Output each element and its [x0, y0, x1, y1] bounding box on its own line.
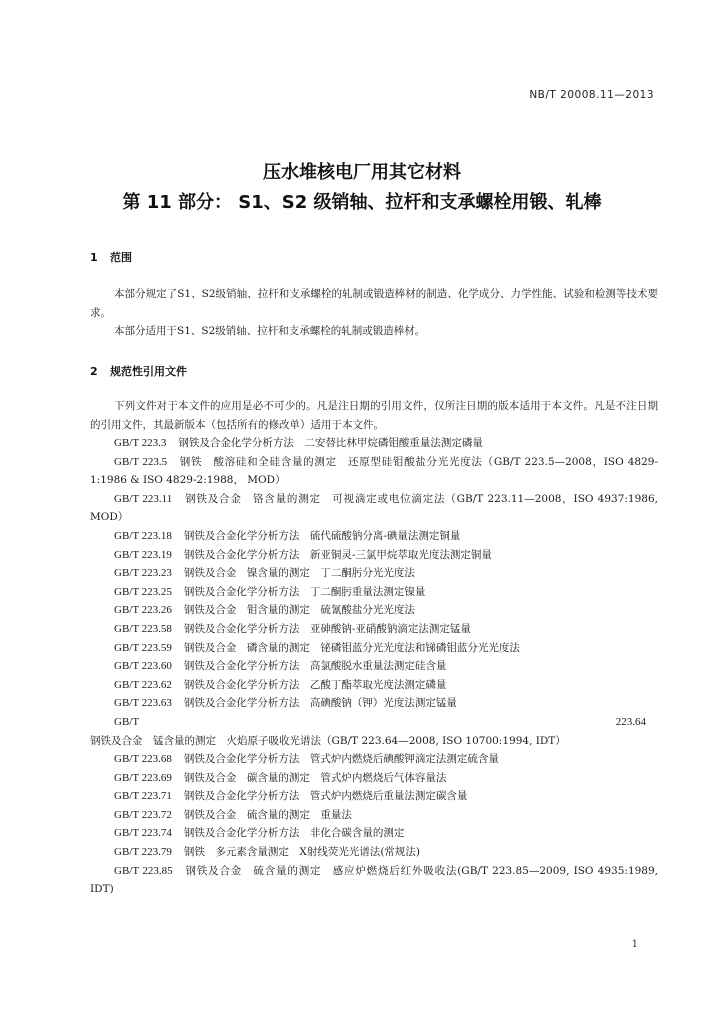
reference-item	[90, 564, 658, 583]
reference-title: 钢铁及合金 硫含量的测定 重量法	[183, 808, 352, 821]
section-2-intro	[90, 397, 658, 434]
reference-code: GB/T 223.5	[114, 455, 168, 468]
reference-title: 钢铁及合金 钼含量的测定 硫氰酸盐分光光度法	[183, 604, 415, 617]
reference-item	[90, 862, 658, 899]
document-code: NB/T 20008.11—2013	[529, 89, 654, 101]
reference-item	[90, 787, 658, 806]
reference-code: GB/T 223.58	[114, 622, 172, 635]
reference-code: GB/T 223.18	[114, 529, 172, 542]
reference-title: 钢铁及合金 铬含量的测定 可视滴定或电位滴定法（GB/T 223.11—2008，ISO 4937:1986, MOD）	[90, 492, 658, 524]
reference-code: GB/T 223.71	[114, 790, 172, 803]
reference-title: 钢铁及合金化学分析方法 亚砷酸钠-亚硝酸钠滴定法测定锰量	[183, 622, 471, 635]
scope-paragraph-1: 本部分规定了S1、S2级销轴、拉杆和支承螺栓的轧制或锻造棒材的制造、化学成分、力学性能、试验和检测等技术要求。	[90, 288, 658, 319]
section-1-title: 范围	[110, 251, 132, 264]
page-number: 1	[631, 939, 638, 950]
title-line-1: 压水堆核电厂用其它材料	[263, 162, 461, 183]
reference-item	[90, 824, 658, 843]
reference-item	[90, 620, 658, 639]
reference-item	[90, 806, 658, 825]
reference-code: GB/T 223.19	[114, 548, 172, 561]
reference-item	[90, 657, 658, 676]
reference-item	[90, 546, 658, 565]
reference-code: GB/T 223.69	[114, 771, 172, 784]
reference-code: GB/T 223.3	[114, 437, 167, 449]
reference-title: 钢铁及合金化学分析方法 丁二酮肟重量法测定镍量	[183, 585, 426, 598]
reference-item	[90, 453, 658, 490]
reference-code: GB/T 223.60	[114, 660, 172, 673]
reference-title: 钢铁及合金化学分析方法 高碘酸钠（钾）光度法测定锰量	[183, 697, 457, 710]
reference-title: 钢铁及合金化学分析方法 乙酸丁酯萃取光度法测定磷量	[183, 678, 447, 691]
reference-code: GB/T 223.64	[114, 715, 646, 728]
section-2-title: 规范性引用文件	[110, 365, 187, 378]
reference-title: 钢铁 酸溶硅和全硅含量的测定 还原型硅钼酸盐分光光度法（GB/T 223.5—2008，ISO 4829-1:1986 & ISO 4829-2:1988， MOD）	[90, 455, 658, 487]
section-1-number: 1	[90, 251, 98, 264]
reference-item	[90, 490, 658, 527]
reference-list	[90, 434, 658, 899]
title-line-2: 第 11 部分： S1、S2 级销轴、拉杆和支承螺栓用锻、轧棒	[122, 192, 602, 213]
scope-paragraph-2: 本部分适用于S1、S2级销轴、拉杆和支承螺栓的轧制或锻造棒材。	[114, 325, 426, 337]
reference-code: GB/T 223.59	[114, 641, 172, 654]
reference-code: GB/T 223.63	[114, 697, 172, 710]
section-1-heading	[90, 249, 132, 265]
document-title	[0, 158, 724, 218]
reference-item	[90, 769, 658, 788]
section-1-body	[90, 285, 658, 341]
reference-item	[90, 750, 658, 769]
reference-code: GB/T 223.79	[114, 846, 172, 859]
reference-item	[90, 694, 658, 713]
reference-code: GB/T 223.23	[114, 567, 172, 580]
reference-item	[90, 676, 658, 695]
reference-title: 钢铁 多元素含量测定 X射线荧光光谱法(常规法)	[183, 846, 421, 859]
reference-title: 钢铁及合金 镍含量的测定 丁二酮肟分光光度法	[183, 567, 415, 580]
reference-title: 钢铁及合金 磷含量的测定 铋磷钼蓝分光光度法和锑磷钼蓝分光光度法	[183, 641, 520, 654]
reference-title: 钢铁及合金化学分析方法 新亚铜灵-三氯甲烷萃取光度法测定铜量	[183, 548, 492, 561]
reference-item	[90, 639, 658, 658]
reference-item	[90, 434, 658, 453]
reference-title: 钢铁及合金化学分析方法 管式炉内燃烧后碘酸钾滴定法测定硫含量	[183, 753, 499, 766]
reference-title: 钢铁及合金 碳含量的测定 管式炉内燃烧后气体容量法	[183, 771, 447, 784]
reference-code: GB/T 223.11	[114, 492, 173, 505]
reference-title: 钢铁及合金 硫含量的测定 感应炉燃烧后红外吸收法(GB/T 223.85—2009, ISO 4935:1989, IDT)	[90, 864, 658, 896]
reference-item	[90, 601, 658, 620]
normative-intro-paragraph: 下列文件对于本文件的应用是必不可少的。凡是注日期的引用文件，仅所注日期的版本适用于本文件。凡是不注日期的引用文件，其最新版本（包括所有的修改单）适用于本文件。	[90, 400, 658, 431]
reference-code: GB/T 223.26	[114, 604, 172, 617]
reference-item	[90, 713, 658, 750]
reference-code: GB/T 223.74	[114, 827, 172, 840]
reference-item	[90, 843, 658, 862]
reference-code: GB/T 223.72	[114, 808, 172, 821]
section-2-heading	[90, 363, 187, 379]
reference-title: 钢铁及合金化学分析方法 二安替比林甲烷磷钼酸重量法测定磷量	[178, 437, 483, 449]
reference-title: 钢铁及合金化学分析方法 高氯酸脱水重量法测定硅含量	[183, 660, 447, 673]
reference-code: GB/T 223.85	[114, 864, 173, 877]
reference-code: GB/T 223.62	[114, 678, 172, 691]
reference-code: GB/T 223.25	[114, 585, 172, 598]
reference-title: 钢铁及合金化学分析方法 非化合碳含量的测定	[183, 827, 405, 840]
reference-item	[90, 527, 658, 546]
reference-title: 钢铁及合金 锰含量的测定 火焰原子吸收光谱法（GB/T 223.64—2008, ISO 10700:1994, IDT）	[90, 734, 566, 747]
section-2-number: 2	[90, 365, 98, 378]
reference-code: GB/T 223.68	[114, 753, 172, 766]
reference-title: 钢铁及合金化学分析方法 硫代硫酸钠分离-碘量法测定铜量	[183, 529, 461, 542]
reference-title: 钢铁及合金化学分析方法 管式炉内燃烧后重量法测定碳含量	[183, 790, 468, 803]
reference-item	[90, 583, 658, 602]
